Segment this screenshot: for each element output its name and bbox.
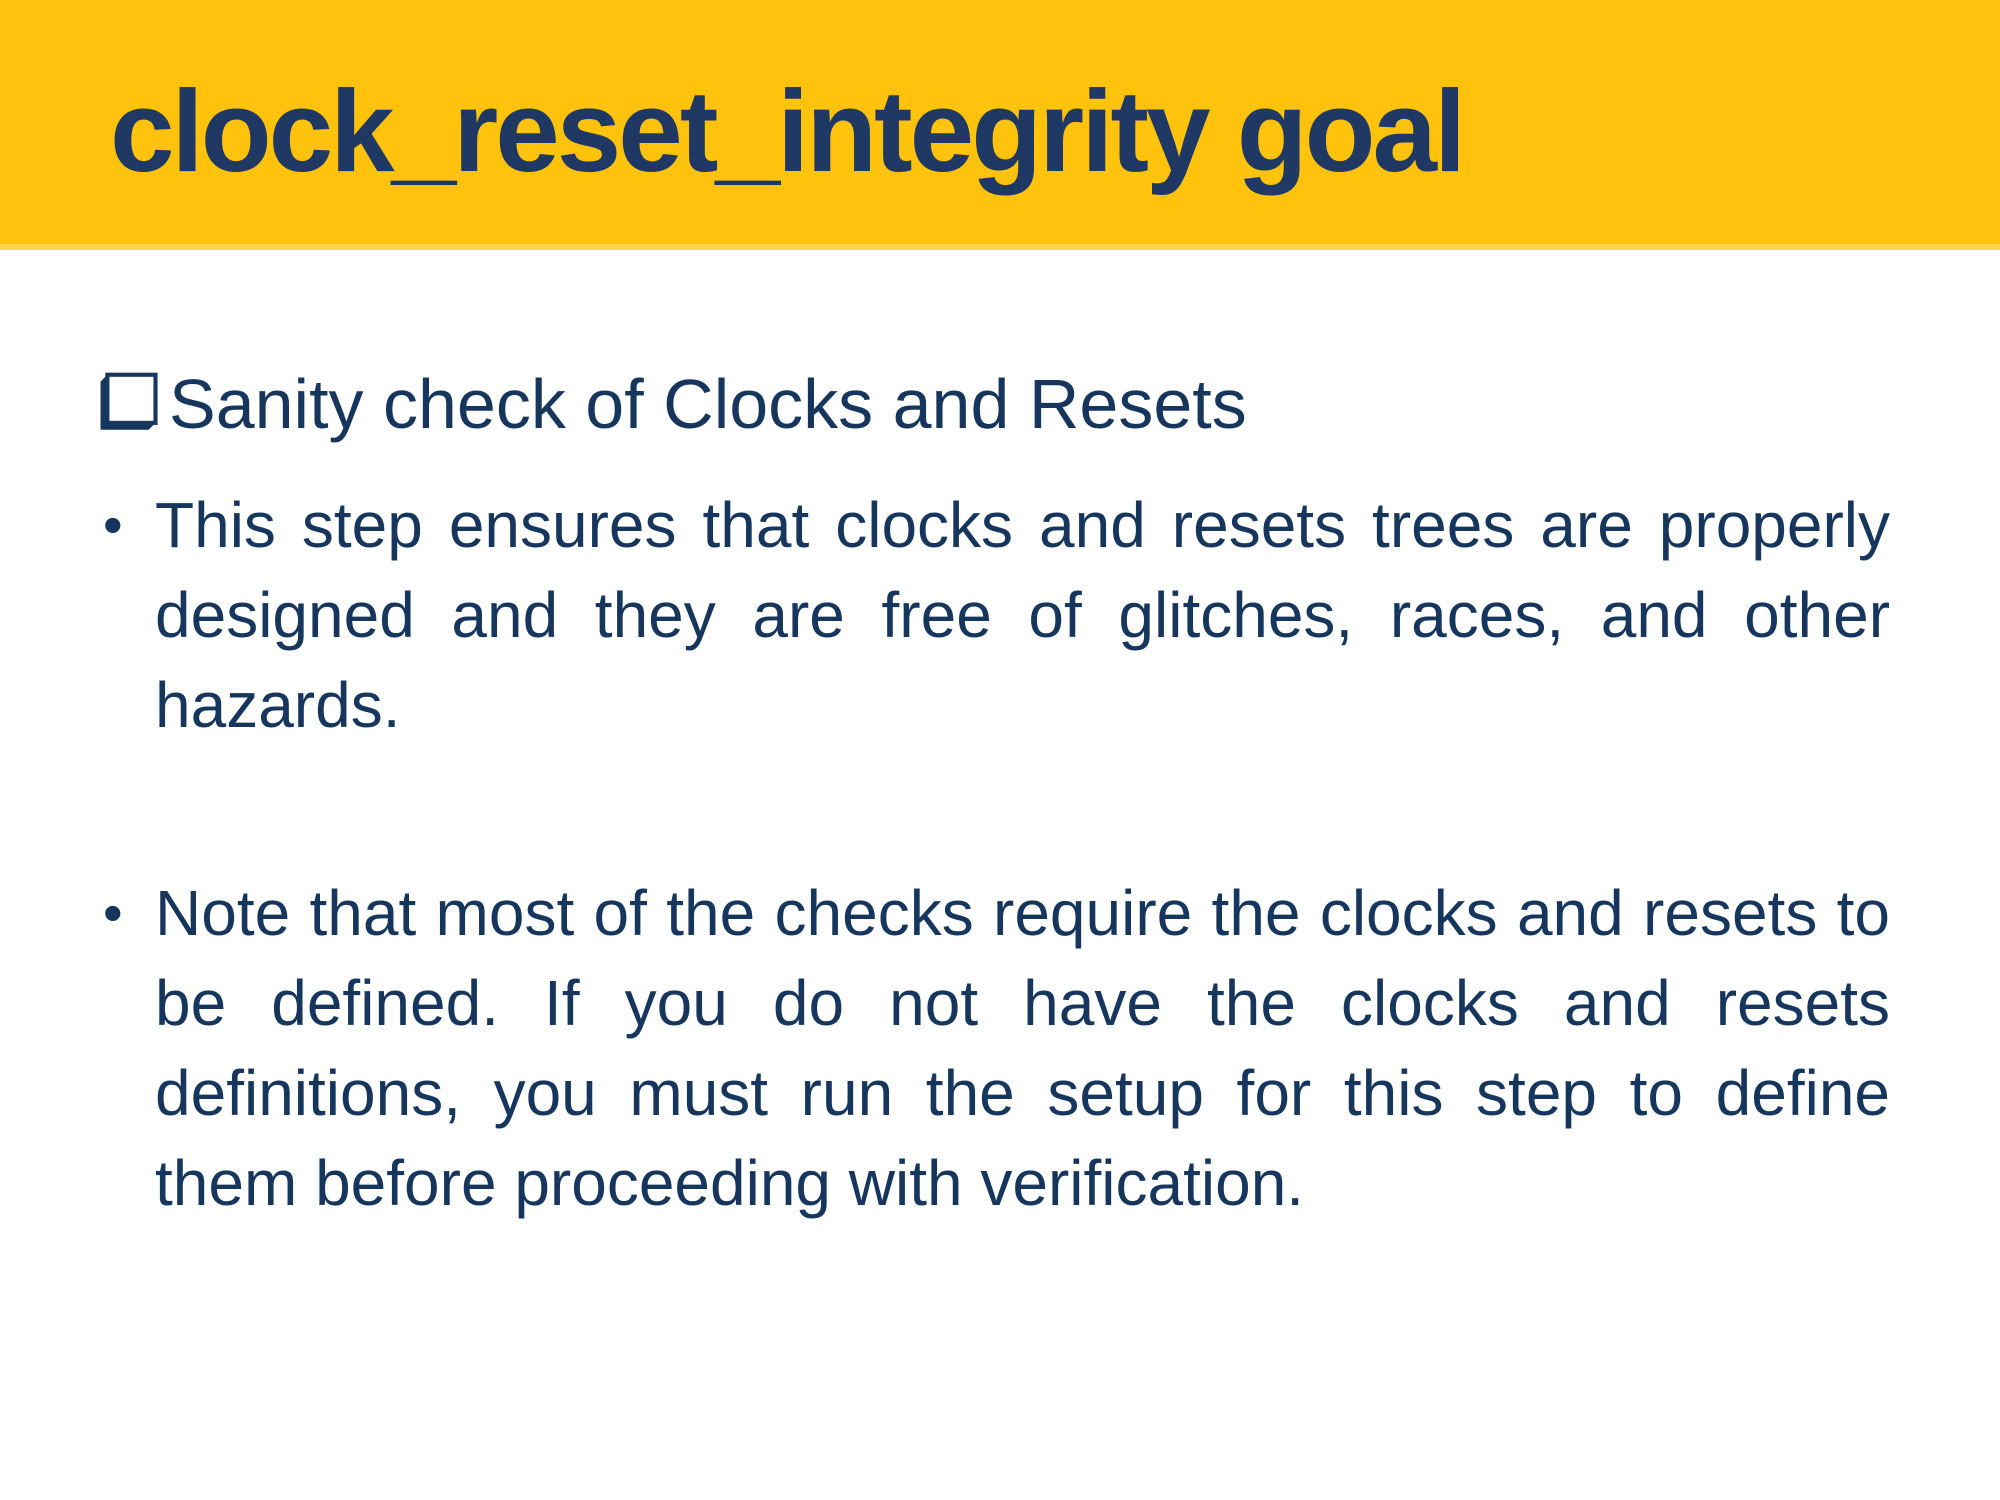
bullet-item-2 <box>95 868 1890 1228</box>
bullet-dot-icon: • <box>103 881 123 944</box>
slide-header <box>0 0 2000 250</box>
page-title: clock_reset_integrity goal <box>110 66 1464 196</box>
checkbox-heading-label: Sanity check of Clocks and Resets <box>169 365 1247 443</box>
shadowed-checkbox-icon <box>95 372 161 438</box>
checkbox-heading-row <box>95 362 1890 446</box>
bullet-dot-icon: • <box>103 493 123 556</box>
bullet-text-1: This step ensures that clocks and resets trees are properly designed and they are free of glitches, races, and other hazards. <box>155 489 1890 741</box>
slide-body <box>0 250 2000 1228</box>
bullet-item-1 <box>95 480 1890 750</box>
bullet-text-2: Note that most of the checks require the clocks and resets to be defined. If you do not have the clocks and resets definitions, you must run the setup for this step to define them before proceeding with verification. <box>155 877 1890 1219</box>
